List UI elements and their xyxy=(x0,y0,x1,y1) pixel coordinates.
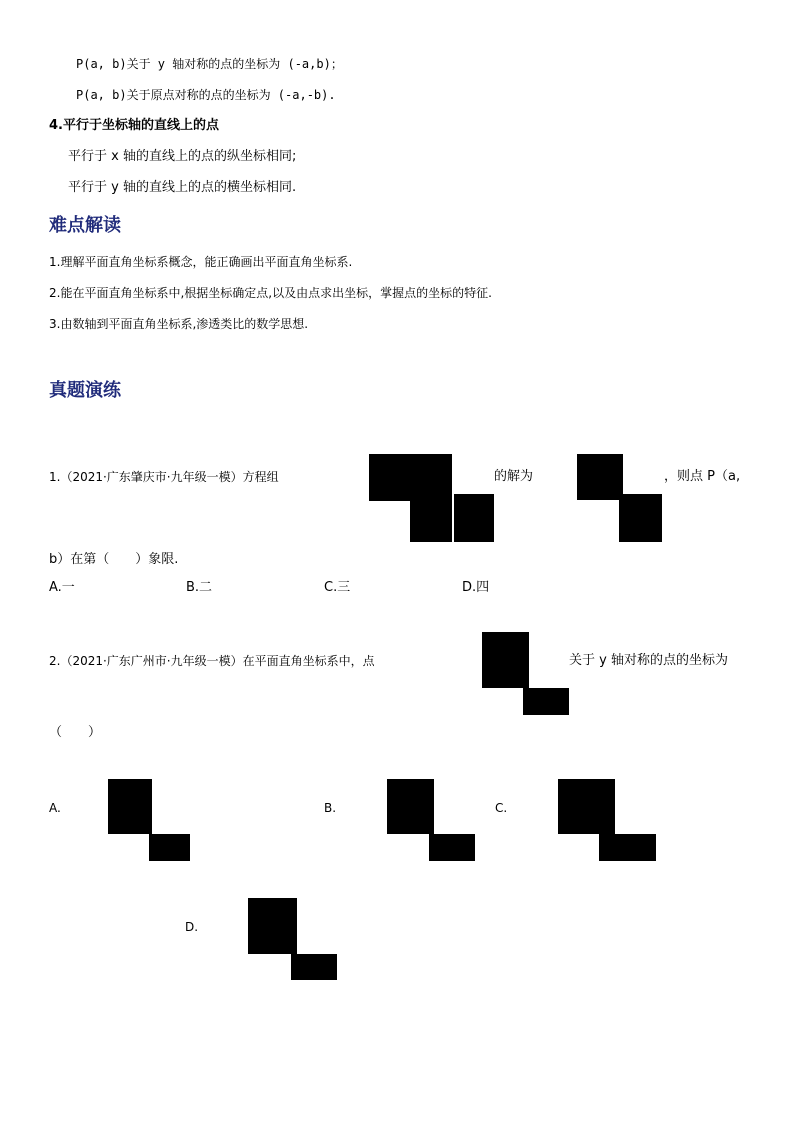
q1-option-d[interactable]: D.四 xyxy=(462,580,490,595)
section-4-line-y: 平行于 y 轴的直线上的点的横坐标相同. xyxy=(68,180,297,195)
q1-solution-image xyxy=(577,454,623,500)
q2-point-image xyxy=(523,688,569,715)
q1-option-c[interactable]: C.三 xyxy=(324,580,351,595)
q2-answer-paren: （ ） xyxy=(49,725,102,740)
exercises-heading: 真题演练 xyxy=(49,380,121,401)
q1-quadrant-line: b）在第（ ）象限. xyxy=(49,552,179,567)
difficulty-heading: 难点解读 xyxy=(49,215,121,236)
q2-option-b-image xyxy=(429,834,475,861)
difficulty-item: 1.理解平面直角坐标系概念，能正确画出平面直角坐标系. xyxy=(49,255,353,269)
q1-equation-system-image xyxy=(410,498,452,542)
q2-point-image xyxy=(482,632,529,688)
q2-option-c-label[interactable]: C. xyxy=(495,801,508,815)
q1-equation-system-image xyxy=(454,494,494,542)
q2-stem: 2.（2021·广东广州市·九年级一模）在平面直角坐标系中，点 xyxy=(49,654,375,668)
q1-solution-label: 的解为 xyxy=(494,469,534,484)
section-4-title: 4.平行于坐标轴的直线上的点 xyxy=(49,118,219,133)
section-4-line-x: 平行于 x 轴的直线上的点的纵坐标相同; xyxy=(68,149,297,164)
q2-option-c-image xyxy=(558,779,615,834)
symmetry-rule-y-axis: P(a, b)关于 y 轴对称的点的坐标为 (-a,b)； xyxy=(76,57,343,71)
q1-point-tail: ，则点 P（a, xyxy=(664,469,741,484)
symmetry-rule-origin: P(a, b)关于原点对称的点的坐标为 (-a,-b). xyxy=(76,88,336,102)
q2-symmetry-tail: 关于 y 轴对称的点的坐标为 xyxy=(569,653,728,668)
q2-option-a-label[interactable]: A. xyxy=(49,801,61,815)
q1-equation-system-image xyxy=(369,454,452,501)
q1-option-b[interactable]: B.二 xyxy=(186,580,213,595)
q2-option-b-label[interactable]: B. xyxy=(324,801,337,815)
q2-option-b-image xyxy=(387,779,434,834)
q1-option-a[interactable]: A.一 xyxy=(49,580,75,595)
q2-option-d-image xyxy=(248,898,297,954)
q2-option-a-image xyxy=(149,834,190,861)
q2-option-d-label[interactable]: D. xyxy=(185,920,199,934)
difficulty-item: 2.能在平面直角坐标系中,根据坐标确定点,以及由点求出坐标，掌握点的坐标的特征. xyxy=(49,286,492,300)
q1-solution-image xyxy=(619,494,662,542)
q2-option-a-image xyxy=(108,779,152,834)
q2-option-c-image xyxy=(599,834,656,861)
q2-option-d-image xyxy=(291,954,337,980)
q1-stem: 1.（2021·广东肇庆市·九年级一模）方程组 xyxy=(49,470,279,484)
difficulty-item: 3.由数轴到平面直角坐标系,渗透类比的数学思想. xyxy=(49,317,309,331)
